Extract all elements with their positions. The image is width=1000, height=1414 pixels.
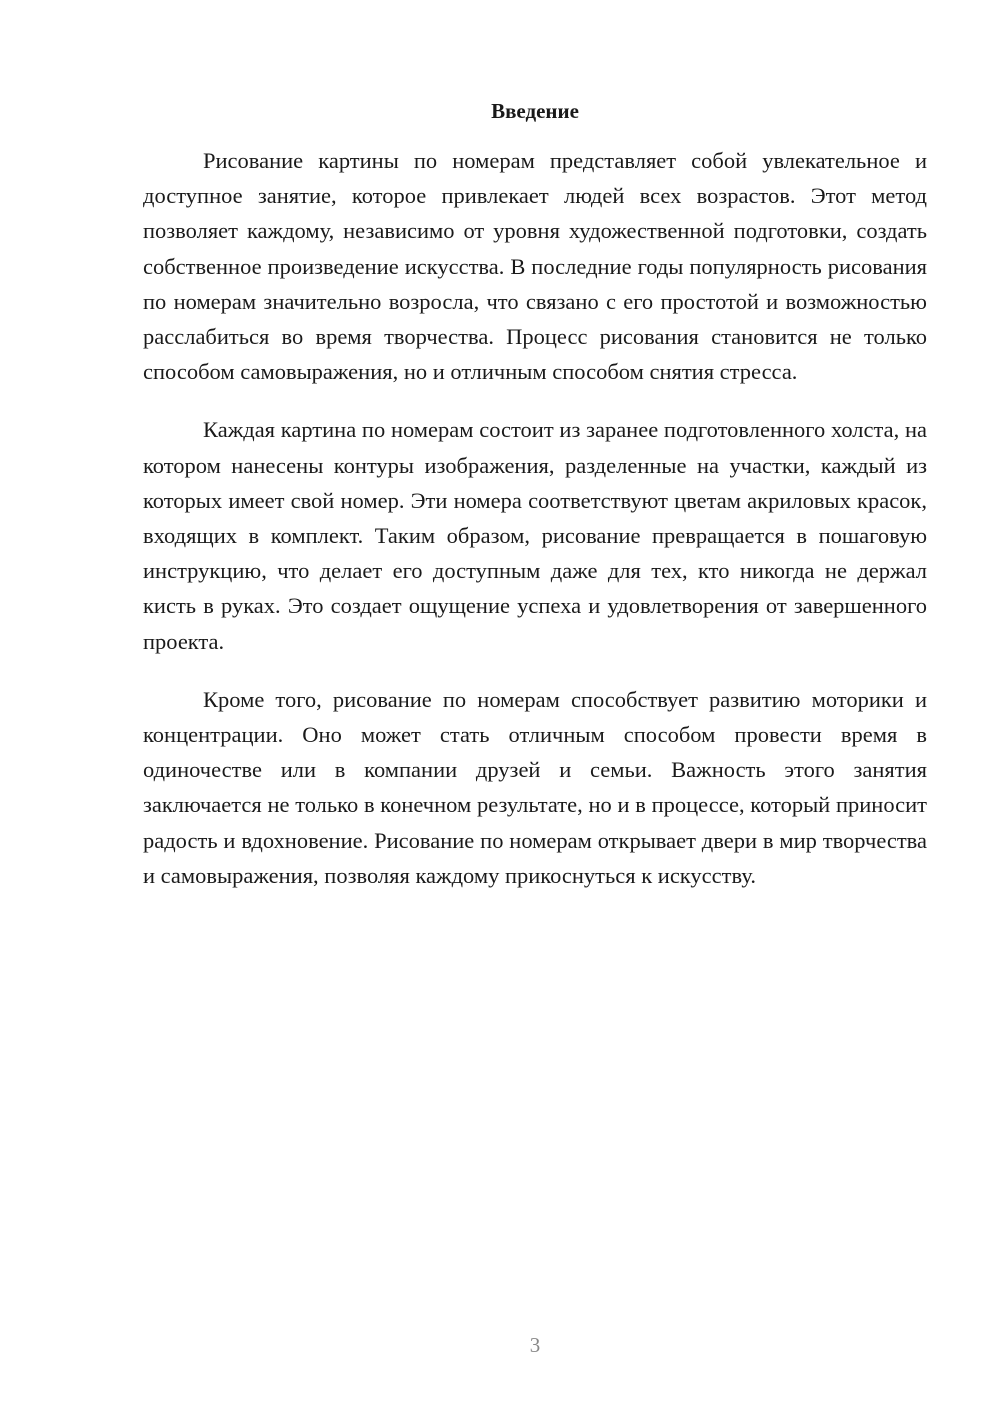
body-text [143, 143, 927, 916]
paragraph-2: Каждая картина по номерам состоит из заранее подготовленного холста, на котором нанесены контуры изображения, разделенные на участки, каждый из которых имеет свой номер. Эти номера соответствуют цветам акриловых красок, входящих в комплект. Таким образом, рисование превращается в пошаговую инструкцию, что делает его доступным даже для тех, кто никогда не держал кисть в руках. Это создает ощущение успеха и удовлетворения от завершенного проекта. [143, 417, 927, 654]
paragraph-1: Рисование картины по номерам представляет собой увлекательное и доступное занятие, которое привлекает людей всех возрастов. Этот метод позволяет каждому, независимо от уровня художественной подготовки, создать собственное произведение искусства. В последние годы популярность рисования по номерам значительно возросла, что связано с его простотой и возможностью расслабиться во время творчества. Процесс рисования становится не только способом самовыражения, но и отличным способом снятия стресса. [143, 148, 927, 385]
paragraph-3: Кроме того, рисование по номерам способствует развитию моторики и концентрации. Оно может стать отличным способом провести время в одиночестве или в компании друзей и семьи. Важность этого занятия заключается не только в конечном результате, но и в процессе, который приносит радость и вдохновение. Рисование по номерам открывает двери в мир творчества и самовыражения, позволяя каждому прикоснуться к искусству. [143, 686, 927, 888]
page-number: 3 [529, 1333, 541, 1357]
section-heading: Введение [491, 99, 579, 123]
